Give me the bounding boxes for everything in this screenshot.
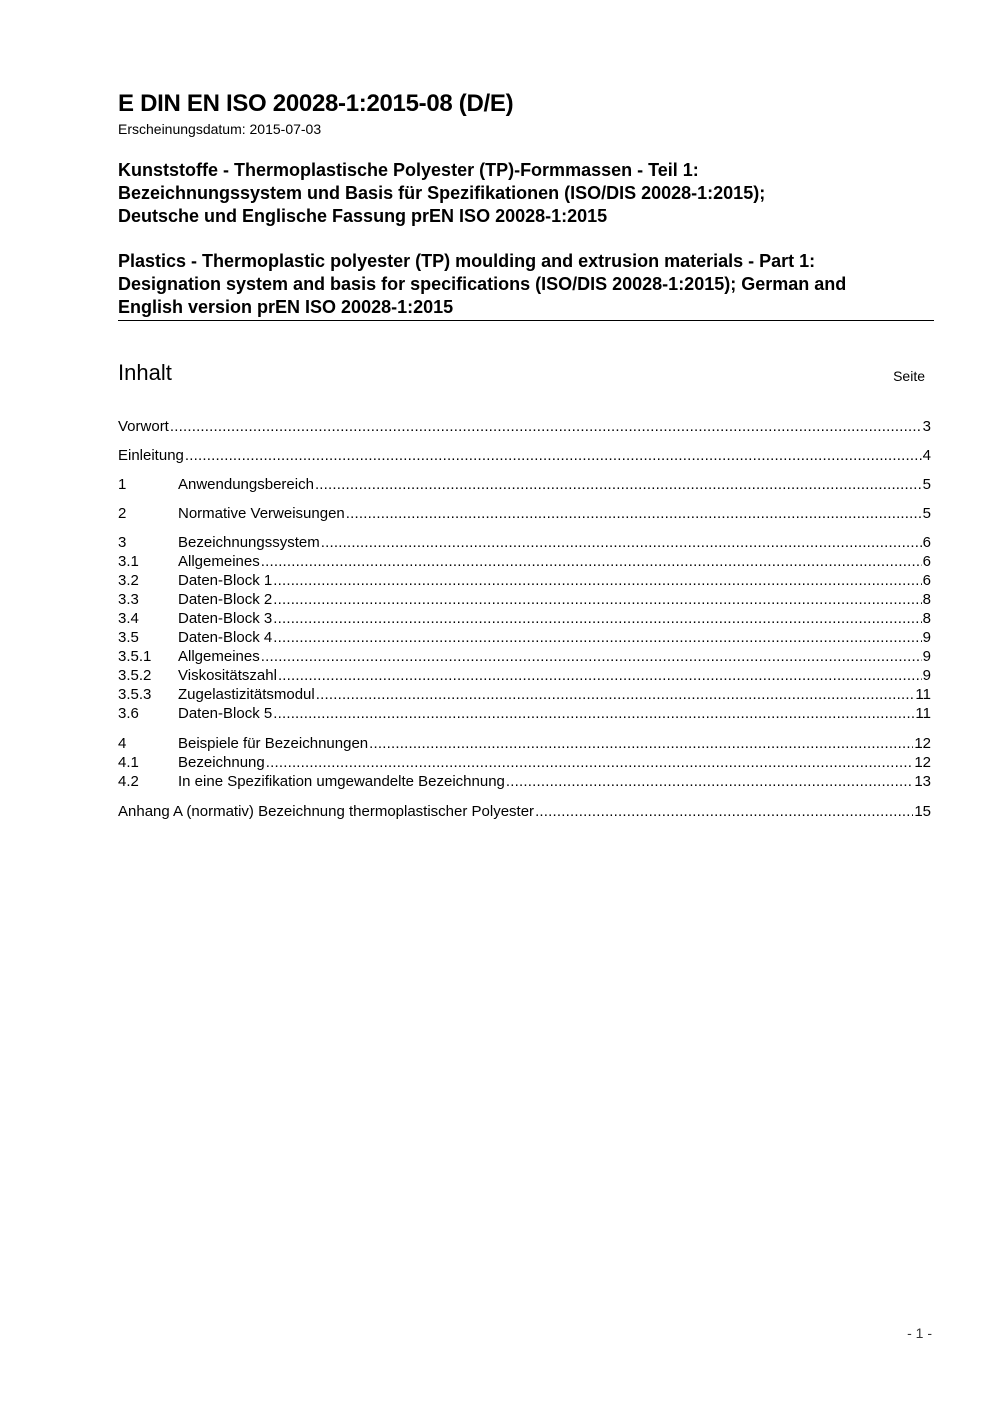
toc-entry-title: Allgemeines <box>178 648 260 665</box>
toc-entry-title: Anhang A (normativ) Bezeichnung thermoplastischer Polyester <box>118 803 535 820</box>
toc-entry-page: 3 <box>922 418 931 435</box>
toc-entry-title: Einleitung <box>118 447 184 464</box>
title-english-line: English version prEN ISO 20028-1:2015 <box>118 297 454 317</box>
toc-dot-leader <box>273 609 921 628</box>
title-german <box>118 159 765 228</box>
toc-dot-leader <box>273 590 921 609</box>
title-english <box>118 250 846 319</box>
toc-entry-title: Viskositätszahl <box>178 667 277 684</box>
toc-dot-leader <box>261 647 922 666</box>
toc-entry-page: 4 <box>922 447 931 464</box>
toc-entry-page: 9 <box>922 648 931 665</box>
toc-entry-einleitung[interactable] <box>118 446 931 465</box>
toc-entry-number: 3.5.3 <box>118 686 152 703</box>
toc-entry-number: 3 <box>118 534 127 551</box>
title-divider <box>118 320 934 321</box>
title-german-line: Deutsche und Englische Fassung prEN ISO 20028-1:2015 <box>118 206 608 226</box>
toc-entry-title: Daten-Block 4 <box>178 629 273 646</box>
toc-dot-leader <box>273 628 921 647</box>
toc-entry-anhang-a[interactable] <box>118 802 931 821</box>
toc-entry-3-5-3[interactable] <box>118 685 931 704</box>
toc-dot-leader <box>506 772 913 791</box>
toc-entry-title: Zugelastizitätsmodul <box>178 686 315 703</box>
toc-entry-page: 12 <box>914 735 931 752</box>
toc-entry-title: Vorwort <box>118 418 169 435</box>
toc-entry-page: 15 <box>914 803 931 820</box>
toc-entry-title: Anwendungsbereich <box>178 476 314 493</box>
toc-dot-leader <box>369 734 913 753</box>
toc-dot-leader <box>266 753 914 772</box>
toc-entry-number: 3.5.2 <box>118 667 152 684</box>
toc-entry-3-5[interactable] <box>118 628 931 647</box>
toc-entry-title: Daten-Block 1 <box>178 572 273 589</box>
publication-date: Erscheinungsdatum: 2015-07-03 <box>118 121 322 137</box>
toc-entry-number: 3.1 <box>118 553 139 570</box>
toc-entry-page: 6 <box>922 534 931 551</box>
toc-entry-title: Bezeichnung <box>178 754 265 771</box>
toc-entry-3[interactable] <box>118 533 931 552</box>
toc-entry-number: 4.2 <box>118 773 139 790</box>
toc-entry-page: 8 <box>922 610 931 627</box>
toc-entry-page: 13 <box>914 773 931 790</box>
toc-dot-leader <box>315 475 922 494</box>
toc-entry-4-1[interactable] <box>118 753 931 772</box>
toc-dot-leader <box>346 504 922 523</box>
toc-entry-3-4[interactable] <box>118 609 931 628</box>
toc-entry-3-3[interactable] <box>118 590 931 609</box>
toc-entry-number: 4.1 <box>118 754 139 771</box>
page-number: - 1 - <box>907 1325 932 1341</box>
document-id: E DIN EN ISO 20028-1:2015-08 (D/E) <box>118 90 514 117</box>
toc-entry-title: Daten-Block 2 <box>178 591 273 608</box>
toc-entry-page: 8 <box>922 591 931 608</box>
toc-entry-number: 3.2 <box>118 572 139 589</box>
toc-entry-1[interactable] <box>118 475 931 494</box>
title-german-line: Kunststoffe - Thermoplastische Polyester (TP)-Formmassen - Teil 1: <box>118 160 699 180</box>
toc-entry-number: 1 <box>118 476 127 493</box>
toc-entry-title: Allgemeines <box>178 553 260 570</box>
toc-entry-page: 5 <box>922 476 931 493</box>
toc-entry-page: 9 <box>922 667 931 684</box>
toc-entry-title: Daten-Block 3 <box>178 610 273 627</box>
toc-entry-page: 11 <box>915 686 931 703</box>
toc-entry-number: 3.3 <box>118 591 139 608</box>
toc-entry-4-2[interactable] <box>118 772 931 791</box>
toc-entry-3-6[interactable] <box>118 704 931 723</box>
toc-dot-leader <box>273 704 914 723</box>
title-english-line: Plastics - Thermoplastic polyester (TP) moulding and extrusion materials - Part 1: <box>118 251 816 271</box>
toc-entry-2[interactable] <box>118 504 931 523</box>
toc-entry-number: 3.4 <box>118 610 139 627</box>
toc-entry-vorwort[interactable] <box>118 417 931 436</box>
toc-dot-leader <box>185 446 922 465</box>
toc-page-column-label: Seite <box>893 368 925 384</box>
toc-entry-page: 12 <box>914 754 931 771</box>
toc-entry-4[interactable] <box>118 734 931 753</box>
toc-entry-title: Normative Verweisungen <box>178 505 345 522</box>
toc-dot-leader <box>278 666 922 685</box>
toc-entry-3-1[interactable] <box>118 552 931 571</box>
toc-entry-page: 9 <box>922 629 931 646</box>
toc-entry-title: Beispiele für Bezeichnungen <box>178 735 369 752</box>
toc-entry-3-2[interactable] <box>118 571 931 590</box>
toc-entry-page: 6 <box>922 572 931 589</box>
toc-entry-number: 3.5 <box>118 629 139 646</box>
toc-entry-3-5-2[interactable] <box>118 666 931 685</box>
toc-entry-page: 6 <box>922 553 931 570</box>
toc-dot-leader <box>316 685 915 704</box>
title-english-line: Designation system and basis for specifications (ISO/DIS 20028-1:2015); German and <box>118 274 847 294</box>
toc-entry-number: 4 <box>118 735 127 752</box>
toc-entry-title: In eine Spezifikation umgewandelte Bezeichnung <box>178 773 505 790</box>
toc-entry-title: Bezeichnungssystem <box>178 534 320 551</box>
toc-dot-leader <box>170 417 922 436</box>
toc-dot-leader <box>321 533 922 552</box>
toc-entry-number: 2 <box>118 505 127 522</box>
toc-entry-title: Daten-Block 5 <box>178 705 273 722</box>
toc-dot-leader <box>535 802 913 821</box>
toc-entry-number: 3.5.1 <box>118 648 152 665</box>
title-german-line: Bezeichnungssystem und Basis für Spezifikationen (ISO/DIS 20028-1:2015); <box>118 183 766 203</box>
toc-heading: Inhalt <box>118 360 172 385</box>
toc-dot-leader <box>273 571 921 590</box>
toc-entry-number: 3.6 <box>118 705 139 722</box>
toc-entry-3-5-1[interactable] <box>118 647 931 666</box>
toc-dot-leader <box>261 552 922 571</box>
toc-entry-page: 5 <box>922 505 931 522</box>
toc-entry-page: 11 <box>915 705 931 722</box>
